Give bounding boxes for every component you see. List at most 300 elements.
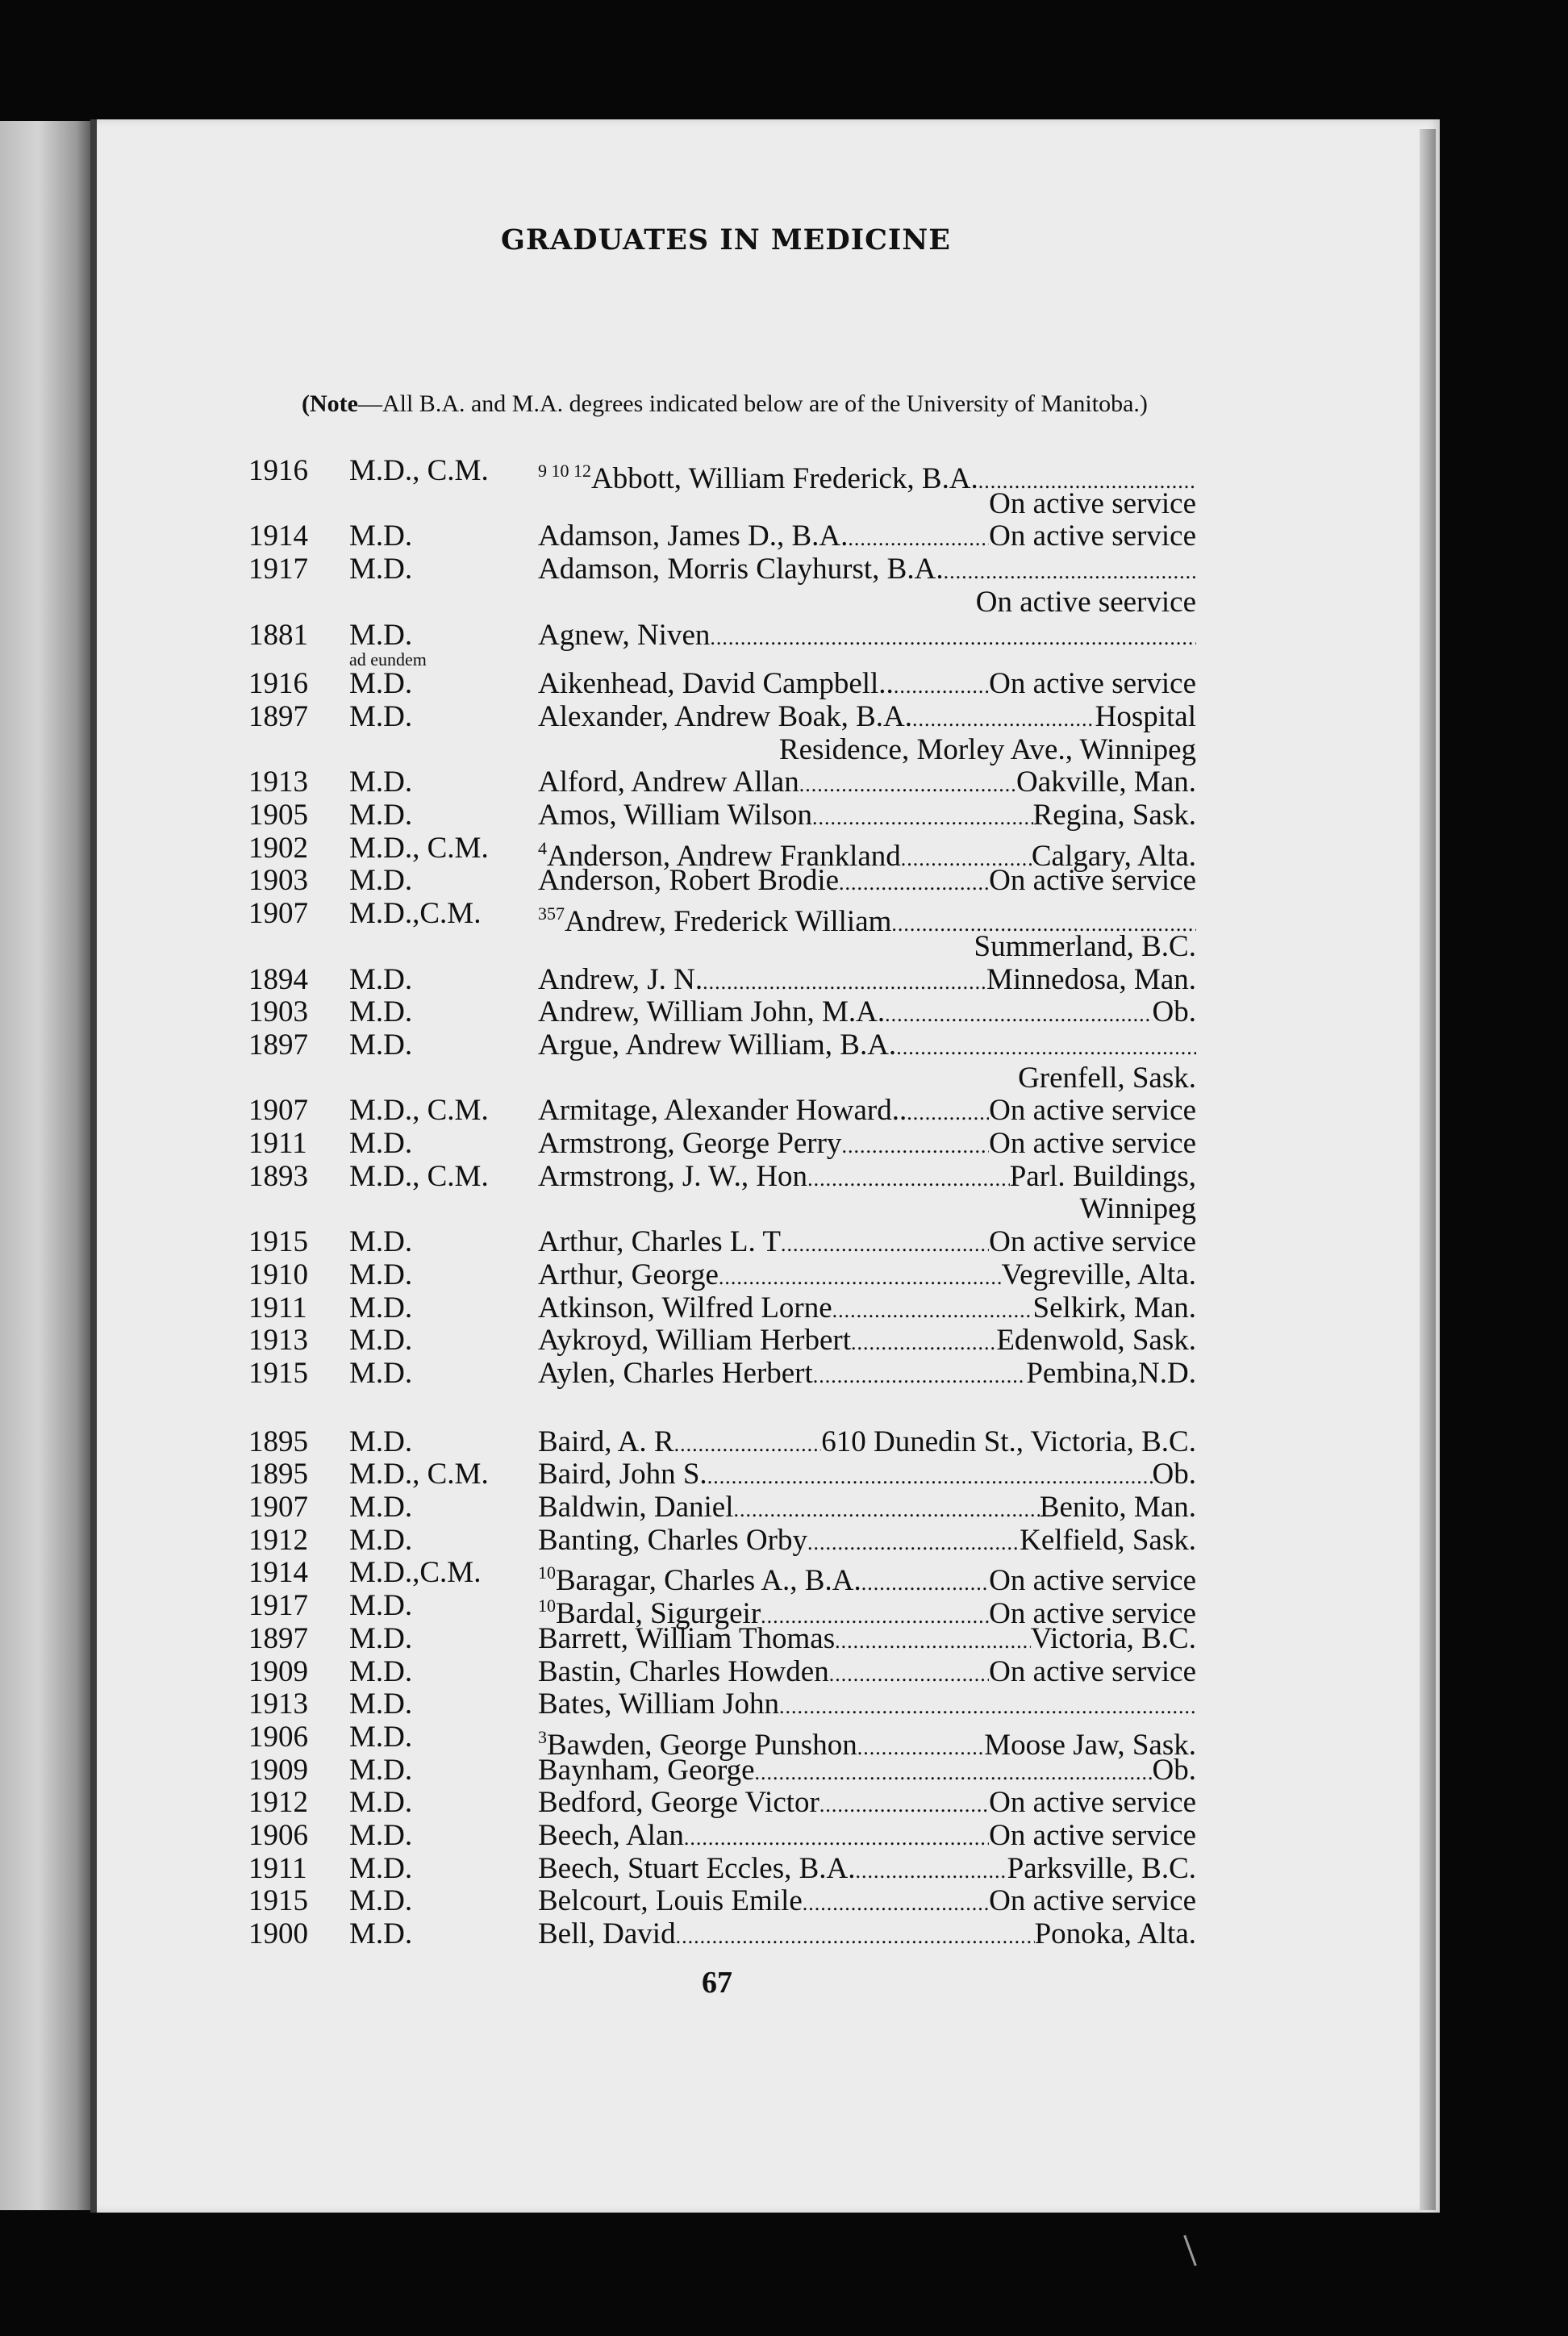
entry-location: On active service	[989, 1094, 1196, 1128]
entry-body	[538, 1819, 1196, 1854]
entry-degree: M.D.	[349, 1523, 413, 1557]
entry-degree: M.D., C.M.	[349, 1159, 489, 1193]
entry-body	[538, 1258, 1196, 1294]
entry-year: 1897	[248, 699, 308, 733]
entry-name: Baird, John S.	[538, 1458, 707, 1491]
entry-name: Anderson, Andrew Frankland	[547, 839, 901, 873]
list-item	[0, 1687, 1568, 1721]
entry-degree: M.D.	[349, 1654, 413, 1688]
entry-name-wrap	[538, 1160, 807, 1193]
list-item	[0, 1786, 1568, 1819]
entry-year: 1902	[248, 831, 308, 865]
entry-body	[538, 864, 1196, 899]
entry-location: Ob.	[1152, 1458, 1196, 1491]
entry-degree: M.D.	[349, 1720, 413, 1754]
entry-degree: M.D.	[349, 799, 413, 832]
entry-degree: M.D.	[349, 1753, 413, 1787]
entry-name: Andrew, J. N.	[538, 962, 703, 996]
entry-degree: M.D.	[349, 995, 413, 1029]
leader-dots	[779, 1690, 1196, 1723]
entry-body	[538, 1786, 1196, 1821]
leader-dots	[944, 555, 1196, 588]
entry-name-wrap	[538, 864, 839, 897]
entry-location: 610 Dunedin St., Victoria, B.C.	[821, 1425, 1196, 1458]
entry-name-wrap	[538, 553, 944, 586]
list-item	[0, 864, 1568, 897]
entry-body	[538, 1917, 1196, 1953]
entry-location: Parl. Buildings,	[1009, 1159, 1196, 1193]
entry-year: 1914	[248, 1556, 308, 1590]
footnote-ref: 357	[538, 903, 565, 924]
entry-location: On active service	[989, 1225, 1196, 1259]
leader-dots	[674, 1428, 822, 1461]
entry-location: On active service	[989, 1127, 1196, 1160]
entry-degree: M.D., C.M.	[349, 454, 489, 487]
entry-name: Belcourt, Louis Emile	[538, 1884, 803, 1918]
entry-name: Argue, Andrew William, B.A.	[538, 1028, 897, 1062]
list-item-continuation	[0, 1192, 1568, 1225]
entry-year: 1897	[248, 1028, 308, 1062]
entry-name: Bawden, George Punshon	[547, 1728, 857, 1762]
leader-dots	[832, 1294, 1033, 1327]
leader-dots	[719, 1261, 1002, 1294]
entry-degree: M.D.	[349, 1258, 413, 1291]
entry-year: 1907	[248, 897, 308, 931]
entry-year: 1903	[248, 995, 308, 1029]
entry-name: Alford, Andrew Allan	[538, 765, 799, 799]
entry-name: Baird, A. R	[538, 1425, 674, 1458]
leader-dots	[856, 1854, 1007, 1888]
list-item	[0, 1425, 1568, 1458]
page-number: 67	[702, 1966, 732, 2000]
entry-year: 1907	[248, 1491, 308, 1524]
entry-location: Parksville, B.C.	[1007, 1851, 1196, 1885]
entry-year: 1914	[248, 519, 308, 553]
entry-name: Baldwin, Daniel	[538, 1491, 734, 1524]
entry-name-wrap	[538, 1225, 781, 1258]
entry-body	[538, 1655, 1196, 1691]
entry-name-wrap	[538, 519, 848, 553]
degree-note: ad eundem	[349, 649, 427, 670]
leader-dots	[807, 1526, 1020, 1559]
entry-year: 1912	[248, 1523, 308, 1557]
entry-name: Banting, Charles Orby	[538, 1523, 807, 1557]
entry-degree: M.D.	[349, 1356, 413, 1390]
entry-location: On active service	[989, 1786, 1196, 1820]
list-item	[0, 1160, 1568, 1193]
entry-year: 1900	[248, 1917, 308, 1951]
entry-location: On active service	[989, 519, 1196, 553]
entry-degree: M.D.	[349, 1917, 413, 1951]
entry-location: On active service	[989, 667, 1196, 701]
list-item	[0, 1291, 1568, 1324]
list-item	[0, 831, 1568, 873]
entry-location: Ob.	[1152, 1753, 1196, 1787]
list-item-continuation	[0, 1062, 1568, 1095]
entry-year: 1903	[248, 864, 308, 898]
entry-name-wrap	[538, 1291, 832, 1324]
entry-location: On active service	[989, 1597, 1196, 1631]
list-item	[0, 1524, 1568, 1557]
entry-location: Benito, Man.	[1039, 1491, 1196, 1524]
note-label: (Note	[302, 390, 358, 417]
entry-body	[538, 1884, 1196, 1920]
entry-name-wrap	[538, 1258, 719, 1291]
entry-location: On active service	[989, 1884, 1196, 1918]
entry-location: On active service	[989, 1564, 1196, 1598]
entry-name-wrap	[538, 1425, 674, 1458]
list-item	[0, 519, 1568, 553]
entry-body	[538, 1160, 1196, 1195]
entry-name-wrap	[538, 1094, 907, 1127]
footnote-ref: 4	[538, 837, 547, 858]
entry-body	[538, 1754, 1196, 1789]
entry-degree: M.D.	[349, 1851, 413, 1885]
list-item	[0, 1720, 1568, 1762]
list-item	[0, 619, 1568, 652]
leader-dots	[819, 1788, 989, 1821]
entry-year: 1907	[248, 1094, 308, 1128]
entry-location: Hospital	[1095, 699, 1196, 733]
entry-degree: M.D.	[349, 667, 413, 701]
entry-name: Armstrong, J. W., Hon	[538, 1159, 808, 1193]
entry-year: 1917	[248, 1589, 308, 1623]
entry-degree: M.D.	[349, 1786, 413, 1820]
list-item	[0, 1884, 1568, 1917]
entry-degree: M.D.	[349, 618, 413, 652]
list-item	[0, 1458, 1568, 1491]
entry-name: Andrew, William John, M.A.	[538, 995, 886, 1029]
entry-location-continued: Residence, Morley Ave., Winnipeg	[778, 732, 1196, 766]
entry-year: 1915	[248, 1884, 308, 1918]
leader-dots	[885, 998, 1152, 1031]
entry-year: 1911	[248, 1851, 307, 1885]
list-item	[0, 700, 1568, 733]
entry-body	[538, 1524, 1196, 1559]
entry-year: 1895	[248, 1425, 308, 1458]
entry-name: Aykroyd, William Herbert	[538, 1324, 851, 1358]
entry-location-continued: Winnipeg	[1079, 1192, 1196, 1226]
entry-body	[538, 799, 1196, 834]
entry-degree: M.D.,C.M.	[349, 1556, 482, 1590]
entry-degree: M.D.,C.M.	[349, 897, 482, 931]
entry-name: Andrew, Frederick William	[565, 905, 892, 939]
leader-dots	[829, 1658, 989, 1691]
entry-location-continued: Grenfell, Sask.	[1018, 1061, 1196, 1095]
entry-location: Ob.	[1152, 995, 1196, 1029]
entry-location-continued: Summerland, B.C.	[974, 929, 1196, 963]
entry-name-wrap	[538, 799, 812, 832]
entry-name-wrap	[538, 1819, 684, 1852]
entry-degree: M.D.	[349, 1819, 413, 1852]
list-item	[0, 553, 1568, 586]
entry-degree: M.D.	[349, 962, 413, 996]
entry-name-wrap	[538, 995, 885, 1028]
leader-dots	[812, 801, 1033, 834]
entry-name: Bastin, Charles Howden	[538, 1654, 829, 1688]
entry-degree: M.D., C.M.	[349, 1458, 489, 1491]
entry-location: On active service	[989, 1654, 1196, 1688]
entry-degree: M.D., C.M.	[349, 831, 489, 865]
entry-name: Arthur, Charles L. T	[538, 1225, 781, 1259]
leader-dots	[710, 621, 1196, 654]
list-item	[0, 1258, 1568, 1291]
list-item	[0, 1491, 1568, 1524]
leader-dots	[835, 1625, 1031, 1658]
list-item	[0, 1028, 1568, 1062]
entry-degree: M.D.	[349, 519, 413, 553]
leader-dots	[813, 1359, 1027, 1392]
entry-name: Baynham, George	[538, 1753, 755, 1787]
entry-degree: M.D.	[349, 1425, 413, 1458]
entry-name-wrap	[538, 1852, 856, 1885]
entry-body	[538, 1852, 1196, 1888]
entry-name: Armstrong, George Perry	[538, 1127, 842, 1160]
entry-body	[538, 1225, 1196, 1261]
entry-body	[538, 1458, 1196, 1493]
entry-year: 1916	[248, 454, 308, 487]
entry-degree: M.D.	[349, 1324, 413, 1358]
leader-dots	[896, 1031, 1196, 1064]
entry-degree: M.D.	[349, 553, 413, 586]
entry-name: Atkinson, Wilfred Lorne	[538, 1291, 832, 1324]
entry-name: Abbott, William Frederick, B.A.	[591, 462, 978, 495]
entry-degree: M.D.	[349, 765, 413, 799]
entry-year: 1897	[248, 1621, 308, 1655]
entry-body	[538, 1324, 1196, 1359]
entry-year: 1893	[248, 1159, 308, 1193]
entry-name-wrap	[538, 1491, 734, 1524]
entry-name-wrap	[538, 1028, 896, 1062]
entry-year: 1906	[248, 1720, 308, 1754]
entry-year: 1913	[248, 765, 308, 799]
entry-location: Minnedosa, Man.	[986, 962, 1196, 996]
entry-location: Oakville, Man.	[1016, 765, 1196, 799]
footnote-ref: 3	[538, 1726, 547, 1747]
entry-degree: M.D.	[349, 1127, 413, 1160]
entry-name: Aikenhead, David Campbell..	[538, 667, 894, 701]
entry-degree: M.D.	[349, 1225, 413, 1259]
entry-year: 1916	[248, 667, 308, 701]
entry-location-continued: On active service	[989, 486, 1196, 520]
list-item	[0, 995, 1568, 1028]
leader-dots	[734, 1493, 1040, 1526]
entry-location: Calgary, Alta.	[1031, 839, 1196, 873]
footnote-ref: 9 10 12	[538, 461, 591, 481]
page-title: GRADUATES IN MEDICINE	[501, 223, 951, 257]
entry-body	[538, 553, 1196, 588]
entry-location-continued: On active seervice	[975, 585, 1196, 619]
entry-name-wrap	[538, 1357, 813, 1390]
entry-body	[538, 667, 1196, 703]
entry-body	[538, 519, 1196, 555]
entry-year: 1912	[248, 1786, 308, 1820]
list-item	[0, 1324, 1568, 1357]
entry-name: Bates, William John	[538, 1687, 779, 1721]
list-item-continuation	[0, 487, 1568, 520]
note-text: —All B.A. and M.A. degrees indicated below are of the University of Manitoba.)	[357, 390, 1148, 417]
entry-year: 1913	[248, 1687, 308, 1721]
entry-name: Beech, Alan	[538, 1819, 684, 1852]
leader-dots	[912, 703, 1095, 736]
entry-year: 1911	[248, 1127, 307, 1160]
entry-body	[538, 1357, 1196, 1392]
entry-year: 1911	[248, 1291, 307, 1324]
leader-dots	[676, 1920, 1035, 1953]
list-item	[0, 1622, 1568, 1655]
entry-year: 1915	[248, 1225, 308, 1259]
entry-location: On active service	[989, 1819, 1196, 1852]
list-item	[0, 765, 1568, 799]
list-item	[0, 963, 1568, 996]
list-item-continuation	[0, 930, 1568, 963]
entry-name-wrap	[538, 1917, 676, 1950]
list-item	[0, 1852, 1568, 1885]
footnote-ref: 10	[538, 1596, 556, 1616]
list-item	[0, 1589, 1568, 1631]
list-item	[0, 454, 1568, 495]
entry-name: Bell, David	[538, 1917, 676, 1951]
entry-year: 1905	[248, 799, 308, 832]
leader-dots	[907, 1096, 989, 1129]
entry-body	[538, 1028, 1196, 1064]
entry-name-wrap	[538, 1458, 707, 1491]
list-item	[0, 1556, 1568, 1598]
entry-year: 1915	[248, 1356, 308, 1390]
entry-name: Bardal, Sigurgeir	[556, 1597, 761, 1631]
entry-name-wrap	[538, 1324, 851, 1357]
entry-body	[538, 995, 1196, 1031]
entry-name-wrap	[538, 619, 710, 652]
entry-body	[538, 1491, 1196, 1526]
entry-location: Kelfield, Sask.	[1020, 1523, 1196, 1557]
entry-location: Moose Jaw, Sask.	[984, 1728, 1196, 1762]
entry-name-wrap	[538, 1127, 841, 1160]
entry-body	[538, 1094, 1196, 1129]
entry-degree: M.D.	[349, 1621, 413, 1655]
list-item	[0, 1655, 1568, 1688]
entry-name: Beech, Stuart Eccles, B.A.	[538, 1851, 856, 1885]
entry-name-wrap	[538, 765, 799, 799]
entry-name: Adamson, Morris Clayhurst, B.A.	[538, 553, 944, 586]
leader-dots	[894, 670, 989, 703]
entry-body	[538, 1127, 1196, 1162]
entry-location: On active service	[989, 864, 1196, 898]
entry-year: 1895	[248, 1458, 308, 1491]
entry-name-wrap	[538, 1655, 829, 1688]
entry-name-wrap	[538, 1687, 779, 1721]
entry-year: 1894	[248, 962, 308, 996]
entry-name-wrap	[538, 1622, 835, 1655]
entry-body	[538, 1425, 1196, 1461]
list-item-continuation	[0, 586, 1568, 619]
entry-name-wrap	[538, 963, 703, 996]
entry-body	[538, 1291, 1196, 1327]
list-item	[0, 1917, 1568, 1950]
entry-location: Pembina,N.D.	[1026, 1356, 1196, 1390]
entry-body	[538, 1687, 1196, 1723]
entry-name: Aylen, Charles Herbert	[538, 1356, 813, 1390]
entry-location: Ponoka, Alta.	[1034, 1917, 1196, 1951]
entry-year: 1913	[248, 1324, 308, 1358]
entry-location: Edenwold, Sask.	[996, 1324, 1196, 1358]
entry-name-wrap	[538, 667, 894, 700]
entry-location: Vegreville, Alta.	[1001, 1258, 1196, 1291]
entry-name: Adamson, James D., B.A.	[538, 519, 849, 553]
entry-degree: M.D.	[349, 699, 413, 733]
entry-degree: M.D., C.M.	[349, 1094, 489, 1128]
leader-dots	[707, 1460, 1153, 1493]
leader-dots	[851, 1326, 996, 1359]
entry-location: Selkirk, Man.	[1032, 1291, 1196, 1324]
entry-body	[538, 700, 1196, 736]
entry-name: Anderson, Robert Brodie	[538, 864, 840, 898]
list-item	[0, 1127, 1568, 1160]
entry-year: 1909	[248, 1753, 308, 1787]
entry-name-wrap	[538, 1524, 807, 1557]
list-item	[0, 1225, 1568, 1258]
leader-dots	[848, 522, 989, 555]
entry-name: Amos, William Wilson	[538, 799, 812, 832]
entry-degree: M.D.	[349, 1589, 413, 1623]
leader-dots	[839, 866, 989, 899]
entry-name-wrap	[538, 700, 912, 733]
entry-body	[538, 765, 1196, 801]
entry-body	[538, 619, 1196, 654]
entry-degree: M.D.	[349, 1028, 413, 1062]
list-item	[0, 1754, 1568, 1787]
list-item-continuation	[0, 733, 1568, 766]
list-item	[0, 897, 1568, 939]
entry-location: Regina, Sask.	[1032, 799, 1196, 832]
leader-dots	[841, 1129, 989, 1162]
entry-name: Barrett, William Thomas	[538, 1621, 836, 1655]
list-item	[0, 1819, 1568, 1852]
leader-dots	[755, 1756, 1153, 1789]
leader-dots	[684, 1821, 989, 1854]
entry-year: 1881	[248, 618, 308, 652]
leader-dots	[807, 1162, 1010, 1195]
entry-location: Victoria, B.C.	[1030, 1621, 1196, 1655]
entry-degree: M.D.	[349, 1291, 413, 1324]
entry-year: 1909	[248, 1654, 308, 1688]
entry-body	[538, 1622, 1196, 1658]
entry-name: Baragar, Charles A., B.A.	[556, 1564, 861, 1598]
entry-name: Arthur, George	[538, 1258, 719, 1291]
entry-name: Agnew, Niven	[538, 618, 711, 652]
entry-name-wrap	[538, 1884, 803, 1917]
entry-year: 1906	[248, 1819, 308, 1852]
entry-degree: M.D.	[349, 1687, 413, 1721]
list-item	[0, 667, 1568, 700]
leader-dots	[703, 966, 986, 999]
entry-degree: M.D.	[349, 1491, 413, 1524]
entry-name: Bedford, George Victor	[538, 1786, 819, 1820]
entry-year: 1910	[248, 1258, 308, 1291]
list-item	[0, 1094, 1568, 1127]
leader-dots	[803, 1887, 989, 1920]
leader-dots	[799, 768, 1016, 801]
entry-year: 1917	[248, 553, 308, 586]
entry-degree: M.D.	[349, 864, 413, 898]
list-item	[0, 799, 1568, 832]
entry-name-wrap	[538, 1786, 819, 1819]
footnote-ref: 10	[538, 1562, 556, 1583]
entry-name: Alexander, Andrew Boak, B.A.	[538, 699, 912, 733]
list-item	[0, 1357, 1568, 1390]
entry-name: Armitage, Alexander Howard..	[538, 1094, 907, 1128]
entry-name-wrap	[538, 1754, 755, 1787]
